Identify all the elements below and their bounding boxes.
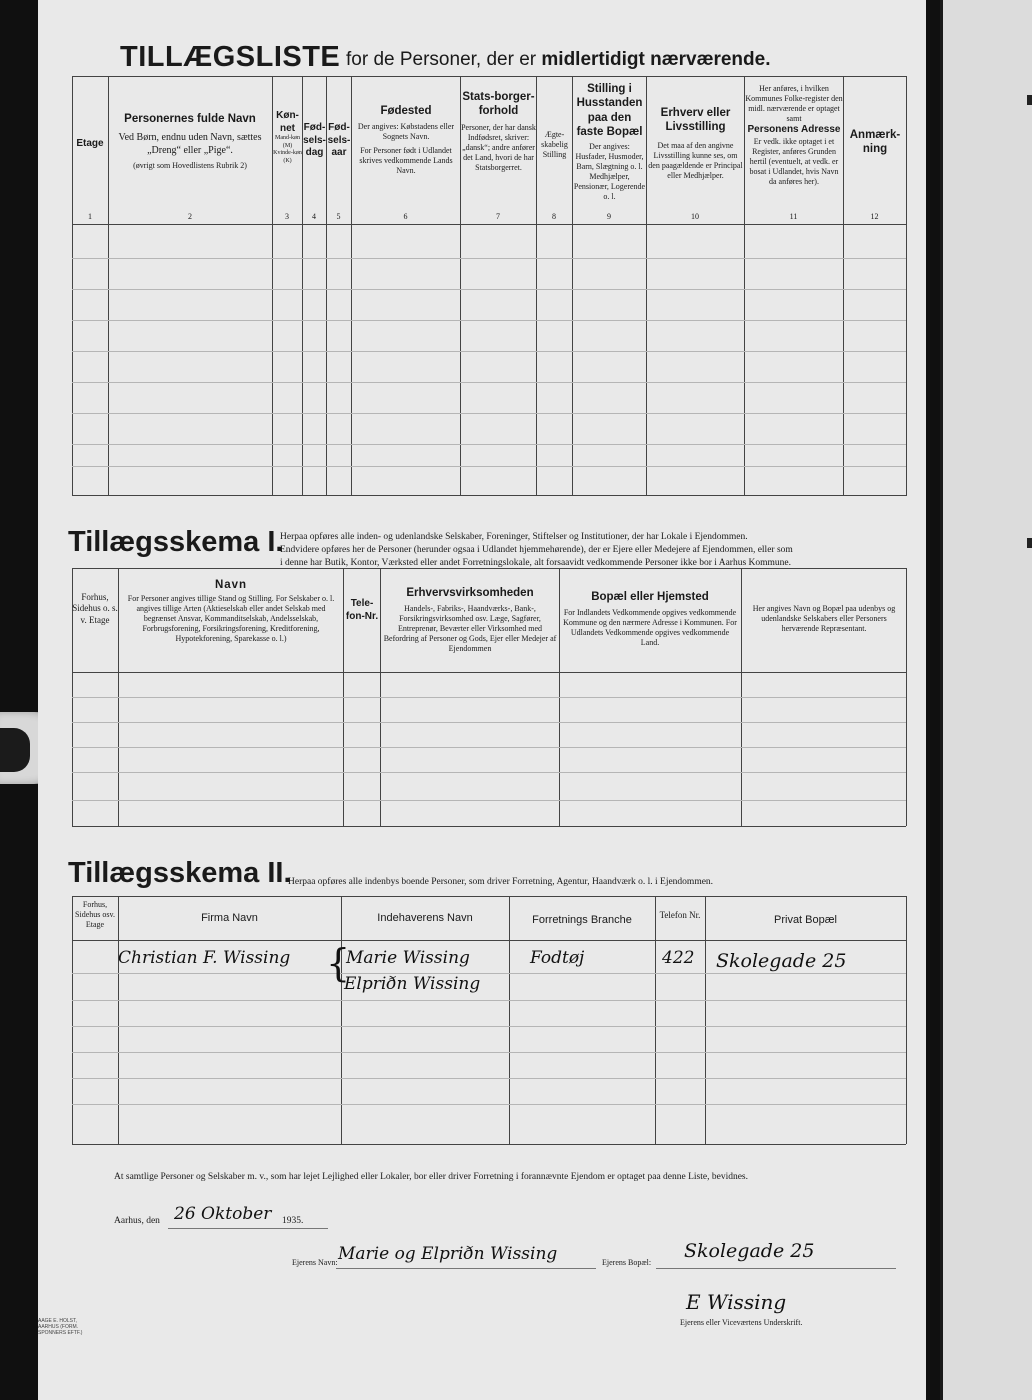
s2-col-firm-header: Firma Navn — [201, 912, 258, 924]
col-num: 7 — [496, 212, 500, 221]
schema1-title: Tillægsskema I. — [68, 526, 284, 558]
col-marital-header: Ægte-skabelig Stilling — [541, 130, 568, 159]
col-etage-header: Etage — [76, 138, 104, 149]
col-num: 10 — [691, 212, 699, 221]
s2-col-phone-header: Telefon Nr. — [659, 910, 701, 920]
col-num: 8 — [552, 212, 556, 221]
year-label: 1935. — [282, 1216, 304, 1226]
col-remark-header: Anmærk-ning — [849, 129, 901, 156]
col-num: 12 — [870, 212, 879, 221]
col-gender-header: Køn-net Mand-køn (M) Kvinde-køn (K) — [273, 110, 302, 164]
s1-col-representative-header: Her angives Navn og Bopæl paa udenbys og udenlandske Selskabers eller Personers herværende Repræsentant. — [752, 604, 896, 633]
s2-col-branch-header: Forretnings Branche — [532, 914, 632, 926]
branch-entry: Fodtøj — [530, 948, 585, 968]
schema2-intro: Herpaa opføres alle indenbys boende Personer, som driver Forretning, Agentur, Haandværk o. l. i Ejendommen. — [288, 877, 714, 887]
page-subtitle: for de Personer, der er midlertidigt nærværende. — [346, 49, 771, 70]
s1-col-phone-header: Tele-fon-Nr. — [345, 598, 379, 622]
col-address-header: Her anføres, i hvilken Kommunes Folke-register den midl. nærværende er optaget samt Personens Adresse Er vedk. ikke optaget i et Register, anføres Grunden hertil (eventuelt, at vedk. er bosat i Udlandet, hvis Navn da anføres her). — [745, 84, 843, 186]
owner-address-label: Ejerens Bopæl: — [602, 1258, 652, 1267]
brace-glyph: { — [326, 941, 351, 985]
facing-page — [940, 0, 1032, 1400]
s1-col-etage-header: Forhus, Sidehus o. s. v. Etage — [72, 592, 118, 625]
col-citizenship-header: Stats-borger-forhold Personer, der har dansk Indfødsret, skriver: „dansk“; andre anfører det Land, hvori de har Statsborgerret. — [461, 91, 536, 172]
schema1-intro: Herpaa opføres alle inden- og udenlandske Selskaber, Foreninger, Stiftelser og Institutioner, der har Lokale i Ejendommen. Endvidere opføres her de Personer (herunder ogsaa i Udlandet hjemmehørende), der er Ejere eller Medejere af Ejendommen, eller som i denne har Butik, Kontor, Værksted eller andet Forretningslokale, alt forsaavidt vedkommende Personer ikke bor i Aarhus Kommune. — [280, 532, 793, 568]
col-num: 4 — [312, 212, 316, 221]
signature-label: Ejerens eller Viceværtens Underskrift. — [680, 1318, 803, 1327]
s2-col-address-header: Privat Bopæl — [774, 914, 837, 926]
col-birthplace-header: Fødested Der angives: Købstadens eller Sognets Navn. For Personer født i Udlandet skrives vedkommende Lands Navn. — [357, 105, 455, 176]
col-num: 11 — [789, 212, 798, 221]
private-address-entry: Skolegade 25 — [716, 950, 847, 972]
firm-name-entry: Christian F. Wissing — [118, 948, 291, 968]
s2-col-owner-header: Indehaverens Navn — [377, 912, 473, 924]
page-title: TILLÆGSLISTE — [120, 41, 341, 73]
owner-name-entry-2: Elpriðn Wissing — [344, 974, 481, 994]
col-num: 2 — [188, 212, 192, 221]
s1-col-name-header: Navn For Personer angives tillige Stand og Stilling. For Selskaber o. l. angives tillige Arten (Aktieselskab eller andet Selskab med begrænset Ansvar, Kommanditselskab, Andelsselskab, Forbrugsforening, Forsikringsforening, Kreditforening, Hypotekforening, Sparekasse o. l.) — [127, 579, 335, 644]
phone-entry: 422 — [662, 948, 695, 968]
owner-signature: E Wissing — [686, 1290, 787, 1314]
attestation-text: At samtlige Personer og Selskaber m. v., som har lejet Lejlighed eller Lokaler, bor eller driver Forretning i forannævnte Ejendom er optaget paa denne Liste, bevidnes. — [114, 1172, 748, 1182]
owner-name-label: Ejerens Navn: — [292, 1258, 338, 1267]
census-page — [38, 0, 926, 1400]
owner-address-entry: Skolegade 25 — [684, 1240, 815, 1262]
owner-name-entry: Marie og Elpriðn Wissing — [338, 1244, 558, 1264]
place-label: Aarhus, den — [114, 1216, 160, 1226]
schema2-title: Tillægsskema II. — [68, 857, 292, 889]
s2-col-etage-header: Forhus, Sidehus osv. Etage — [75, 900, 115, 929]
owner-name-entry-1: Marie Wissing — [346, 948, 470, 968]
col-name-header: Personernes fulde Navn Ved Børn, endnu uden Navn, sættes „Dreng“ eller „Pige“. (øvrigt som Hovedlistens Rubrik 2) — [118, 113, 262, 171]
col-household-header: Stilling i Husstanden paa den faste Bopæl Der angives: Husfader, Husmoder, Barn, Slægtning o. l. Medhjælper, Pensionær, Logerende o. l. — [573, 83, 646, 201]
date-entry: 26 Oktober — [174, 1204, 272, 1224]
col-num: 3 — [285, 212, 289, 221]
printer-imprint: AAGE E. HOLST, AARHUS (FORM. SPONNERS EFTF.) — [38, 1318, 83, 1336]
col-num: 9 — [607, 212, 611, 221]
s1-col-business-header: Erhvervsvirksomheden Handels-, Fabriks-, Haandværks-, Bank-, Forsikringsvirksomhed osv. Læge, Sagfører, Entreprenør, Beværter eller Virksomhed med Befordring af Personer og Gods, Ejer eller Medejer af Ejendommen — [383, 587, 557, 654]
col-num: 5 — [336, 212, 341, 221]
col-num: 1 — [88, 212, 92, 221]
col-num: 6 — [403, 212, 408, 221]
s1-col-residence-header: Bopæl eller Hjemsted For Indlandets Vedkommende opgives vedkommende Kommune og den nærmere Adresse i Kommunen. For Udlandets Vedkommende opgives vedkommende Land. — [563, 591, 737, 648]
col-birthday-header: Fød-sels-dag — [303, 122, 326, 158]
col-occupation-header: Erhverv eller Livsstilling Det maa af den angivne Livsstilling kunne ses, om den paagældende er Principal eller Medhjælper. — [648, 107, 743, 180]
col-birthyear-header: Fød-sels-aar — [327, 122, 351, 158]
